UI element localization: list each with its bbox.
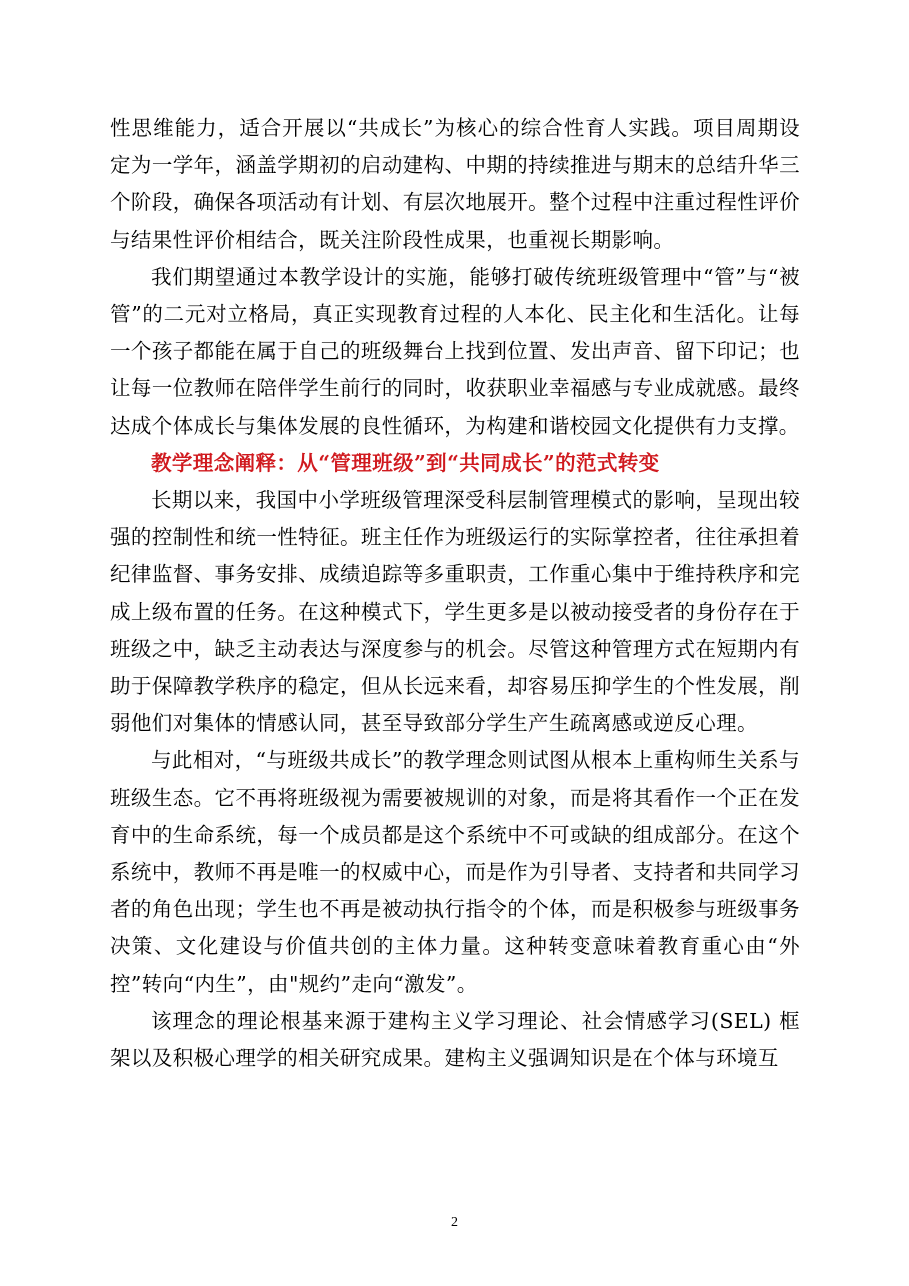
paragraph-traditional-management: 长期以来，我国中小学班级管理深受科层制管理模式的影响，呈现出较强的控制性和统一性特征。班主任作为班级运行的实际掌控者，往往承担着纪律监督、事务安排、成绩追踪等多重职责，工作重心集中于维持秩序和完成上级布置的任务。在这种模式下，学生更多是以被动接受者的身份存在于班级之中，缺乏主动表达与深度参与的机会。尽管这种管理方式在短期内有助于保障教学秩序的稳定，但从长远来看，却容易压抑学生的个性发展，削弱他们对集体的情感认同，甚至导致部分学生产生疏离感或逆反心理。 — [110, 488, 800, 736]
paragraph-expectation: 我们期望通过本教学设计的实施，能够打破传统班级管理中“管”与“被管”的二元对立格局，真正实现教育过程的人本化、民主化和生活化。让每一个孩子都能在属于自己的班级舞台上找到位置、发出声音、留下印记；也让每一位教师在陪伴学生前行的同时，收获职业幸福感与专业成就感。最终达成个体成长与集体发展的良性循环，为构建和谐校园文化提供有力支撑。 — [110, 264, 800, 438]
section-heading: 教学理念阐释：从“管理班级”到“共同成长”的范式转变 — [151, 450, 660, 475]
page-number: 2 — [451, 1215, 458, 1230]
paragraph-continued: 性思维能力，适合开展以“共成长”为核心的综合性育人实践。项目周期设定为一学年，涵盖学期初的启动建构、中期的持续推进与期末的总结升华三个阶段，确保各项活动有计划、有层次地展开。整个过程中注重过程性评价与结果性评价相结合，既关注阶段性成果，也重视长期影响。 — [110, 116, 800, 252]
page-body — [110, 110, 800, 1077]
paragraph-theory-basis: 该理念的理论根基来源于建构主义学习理论、社会情感学习(SEL) 框架以及积极心理学的相关研究成果。建构主义强调知识是在个体与环境互 — [110, 1008, 800, 1071]
paragraph-co-growth-concept: 与此相对，“与班级共成长”的教学理念则试图从根本上重构师生关系与班级生态。它不再将班级视为需要被规训的对象，而是将其看作一个正在发育中的生命系统，每一个成员都是这个系统中不可或缺的组成部分。在这个系统中，教师不再是唯一的权威中心，而是作为引导者、支持者和共同学习者的角色出现；学生也不再是被动执行指令的个体，而是积极参与班级事务决策、文化建设与价值共创的主体力量。这种转变意味着教育重心由“外控”转向“内生”，由"规约”走向“激发”。 — [110, 748, 800, 996]
